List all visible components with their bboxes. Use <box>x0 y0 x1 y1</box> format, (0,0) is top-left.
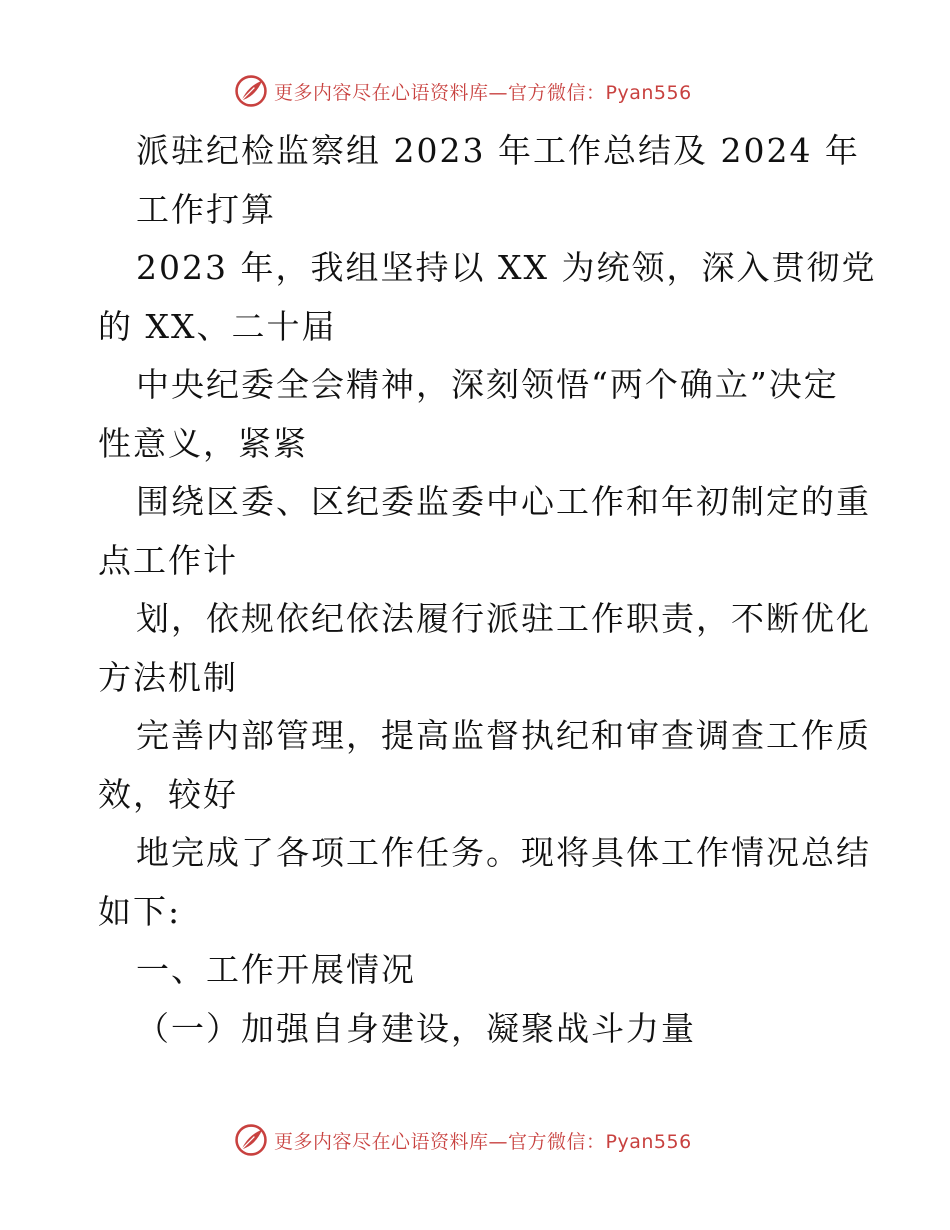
doc-line: 性意义，紧紧 <box>98 423 308 463</box>
doc-line: 中央纪委全会精神，深刻领悟“两个确立”决定 <box>136 365 839 404</box>
doc-line: 效，较好 <box>98 774 238 814</box>
doc-line: 的 XX、二十届 <box>98 306 337 346</box>
banner-text: 更多内容尽在心语资料库—官方微信：Pyan556 <box>274 1130 692 1153</box>
banner-text: 更多内容尽在心语资料库—官方微信：Pyan556 <box>274 81 692 104</box>
doc-line: 方法机制 <box>98 657 238 697</box>
section-heading: 一、工作开展情况 <box>136 950 416 989</box>
subsection-heading: （一）加强自身建设，凝聚战斗力量 <box>136 1008 696 1048</box>
doc-line: 如下: <box>98 891 182 931</box>
doc-line: 工作打算 <box>136 189 276 229</box>
feather-quill-logo-icon <box>234 1123 268 1157</box>
doc-line: 划，依规依纪依法履行派驻工作职责，不断优化 <box>136 599 871 638</box>
doc-line: 围绕区委、区纪委监委中心工作和年初制定的重 <box>136 482 871 521</box>
document-body <box>98 122 877 1058</box>
doc-line: 派驻纪检监察组 2023 年工作总结及 2024 年 <box>136 131 860 170</box>
feather-quill-logo-icon <box>234 74 268 108</box>
doc-line: 2023 年，我组坚持以 XX 为统领，深入贯彻党 <box>136 248 877 287</box>
doc-line: 地完成了各项工作任务。现将具体工作情况总结 <box>136 833 871 872</box>
header-banner <box>234 71 692 111</box>
doc-line: 完善内部管理，提高监督执纪和审查调查工作质 <box>136 716 871 755</box>
doc-line: 点工作计 <box>98 540 238 580</box>
footer-banner <box>234 1120 692 1160</box>
